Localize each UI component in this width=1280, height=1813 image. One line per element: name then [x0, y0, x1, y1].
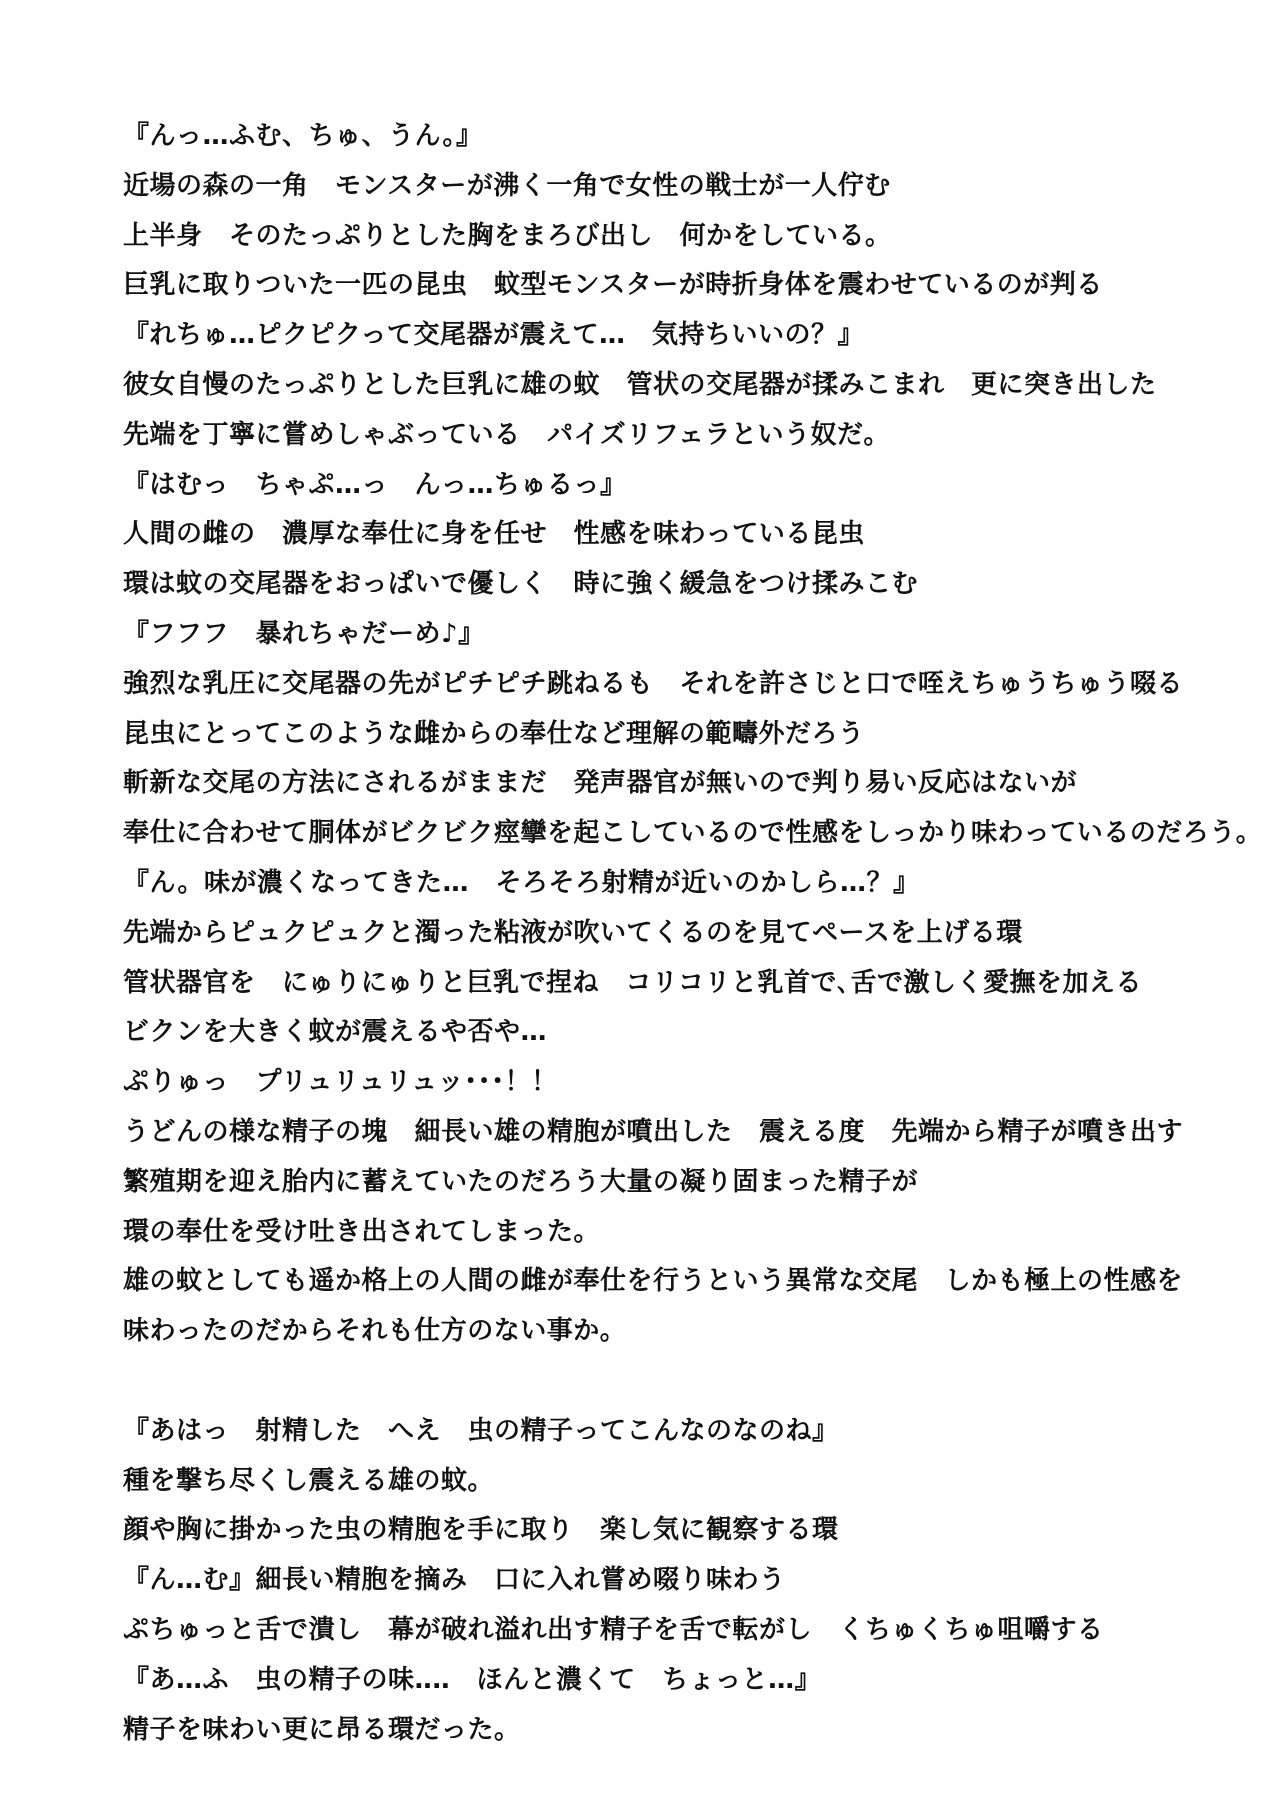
text-line: 先端からピュクピュクと濁った粘液が吹いてくるのを見てペースを上げる環	[123, 917, 1023, 948]
text-line: 『あ…ふ 虫の精子の味‥‥ ほんと濃くて ちょっと…』	[123, 1664, 822, 1695]
text-line: 精子を味わい更に昂る環だった。	[123, 1714, 521, 1745]
text-line: 近場の森の一角 モンスターが沸く一角で女性の戦士が一人佇む	[123, 170, 891, 201]
text-line: 雄の蚊としても遥か格上の人間の雌が奉仕を行うという異常な交尾 しかも極上の性感を	[123, 1266, 1184, 1297]
text-line: 昆虫にとってこのような雌からの奉仕など理解の範疇外だろう	[123, 718, 865, 749]
text-line: 『あはっ 射精した へえ 虫の精子ってこんなのなのね』	[123, 1415, 839, 1446]
document-page	[123, 112, 1263, 1755]
text-line: 繁殖期を迎え胎内に蓄えていたのだろう大量の凝り固まった精子が	[123, 1166, 919, 1197]
text-line: 『フフフ 暴れちゃだーめ♪』	[123, 618, 485, 649]
paragraph-break	[123, 1357, 1253, 1407]
text-line: ビクンを大きく蚊が震えるや否や…	[123, 1017, 548, 1048]
text-line: 管状器官を にゅりにゅりと巨乳で捏ね コリコリと乳首で､舌で激しく愛撫を加える	[123, 967, 1142, 998]
text-line: 強烈な乳圧に交尾器の先がピチピチ跳ねるも それを許さじと口で咥えちゅうちゅう啜る	[123, 668, 1184, 699]
text-line: 顔や胸に掛かった虫の精胞を手に取り 楽し気に観察する環	[123, 1515, 839, 1546]
text-line: 環の奉仕を受け吐き出されてしまった。	[123, 1216, 601, 1247]
text-line: 『んっ…ふむ、ちゅ、うん。』	[123, 121, 483, 151]
text-line: 人間の雌の 濃厚な奉仕に身を任せ 性感を味わっている昆虫	[123, 519, 865, 550]
text-line: 種を撃ち尽くし震える雄の蚊。	[123, 1465, 495, 1496]
text-line: 味わったのだからそれも仕方のない事か。	[123, 1316, 627, 1347]
text-line: 先端を丁寧に嘗めしゃぶっている パイズリフェラという奴だ。	[123, 419, 890, 450]
paragraph	[123, 1407, 1253, 1756]
text-line: 彼女自慢のたっぷりとした巨乳に雄の蚊 管状の交尾器が揉みこまれ 更に突き出した	[123, 369, 1157, 400]
text-line: 『ん。味が濃くなってきた… そろそろ射精が近いのかしら…？』	[123, 867, 920, 898]
text-line: 奉仕に合わせて胴体がビクビク痙攣を起こしているので性感をしっかり味わっているのだろう。	[123, 818, 1263, 849]
text-line: 斬新な交尾の方法にされるがままだ 発声器官が無いので判り易い反応はないが	[123, 768, 1078, 799]
paragraph	[123, 112, 1263, 1357]
text-line: 巨乳に取りついた一匹の昆虫 蚊型モンスターが時折身体を震わせているのが判る	[123, 270, 1103, 301]
text-line: 環は蚊の交尾器をおっぱいで優しく 時に強く緩急をつけ揉みこむ	[123, 569, 919, 600]
text-line: 上半身 そのたっぷりとした胸をまろび出し 何かをしている。	[123, 220, 892, 251]
text-line: 『ん…む』細長い精胞を摘み 口に入れ嘗め啜り味わう	[123, 1565, 786, 1596]
text-line: うどんの様な精子の塊 細長い雄の精胞が噴出した 震える度 先端から精子が噴き出す	[123, 1116, 1184, 1147]
text-line: 『はむっ ちゃぷ…っ んっ…ちゅるっ』	[123, 469, 627, 500]
text-line: 『れちゅ…ピクピクって交尾器が震えて… 気持ちいいの？』	[123, 320, 864, 351]
text-line: ぷちゅっと舌で潰し 幕が破れ溢れ出す精子を舌で転がし くちゅくちゅ咀嚼する	[123, 1614, 1104, 1645]
text-line: ぷりゅっ プリュリュリュッ･･･！！	[123, 1067, 558, 1098]
